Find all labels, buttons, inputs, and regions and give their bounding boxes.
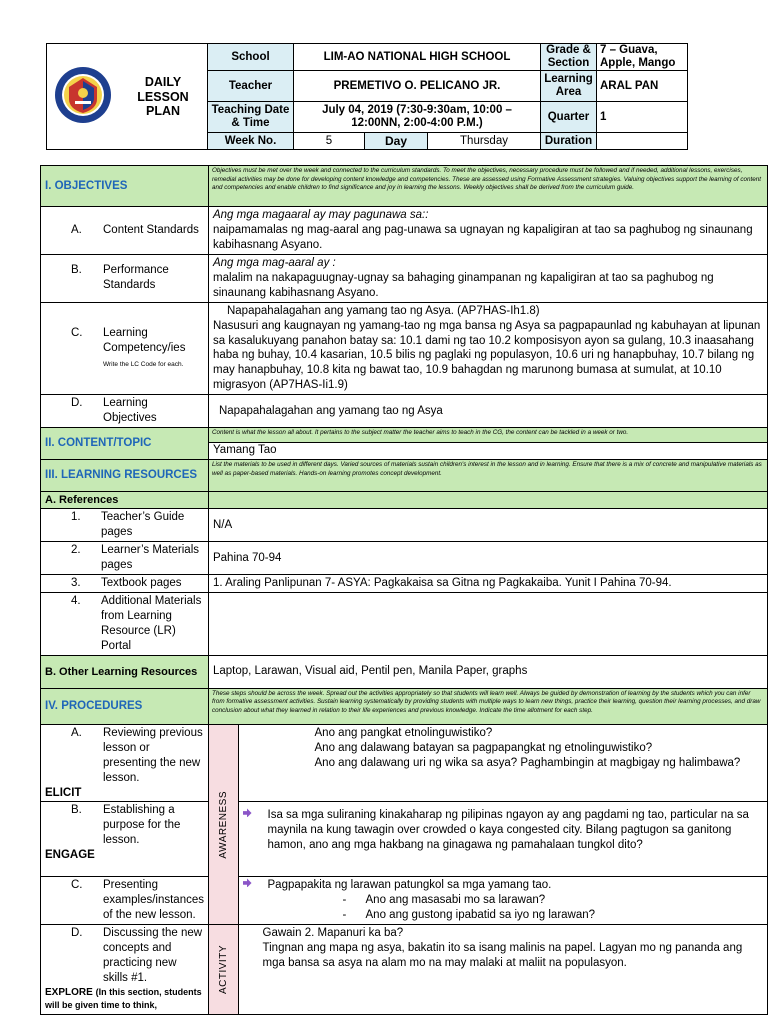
learning-objectives-value: Napapahalagahan ang yamang tao ng Asya — [208, 395, 767, 428]
objectives-heading: I. OBJECTIVES — [41, 166, 209, 207]
week-label: Week No. — [208, 133, 294, 150]
procedures-heading: IV. PROCEDURES — [41, 688, 209, 724]
teacher-guide-label: 1. Teacher’s Guide pages — [41, 509, 209, 542]
competency-label: C. Learning Competency/ies Write the LC Code for each. — [41, 302, 209, 395]
procedure-d-value: Gawain 2. Mapanuri ka ba? Tingnan ang mapa ng asya, bakatin ito sa isang malinis na papel. Lagyan mo ng pananda ang mga bansa sa asya na alam mo na may malaki at maliit na populasyon. — [238, 925, 767, 1015]
objectives-note: Objectives must be met over the week and connected to the curriculum standards. To meet the objectives, necessary procedure must be followed and if needed, additional lessons, exercises, remedial activities may be done for developing content knowledge and competencies. These are assessed using Formative Assessment strategies. Valuing objectives support the learning of content and competencies and enable children to find significance and joy in learning the lessons. Weekly objectives shall be derived from the curriculum guide. — [208, 166, 767, 207]
week-value: 5 — [325, 134, 333, 147]
content-standards-value: Ang mga magaaral ay may pagunawa sa:: naipamamalas ng mag-aaral ang pag-unawa sa ugnayan ng kapaligiran at tao sa paghubog ng sinaunang kabihasnang Asyano. — [208, 207, 767, 255]
procedure-a-label: A. Reviewing previous lesson or presenting the new lesson. ELICIT — [41, 724, 209, 802]
engage-tag: ENGAGE — [45, 849, 95, 862]
lesson-table — [40, 165, 768, 1015]
teacher-value: PREMETIVO O. PELICANO JR. — [294, 71, 541, 102]
teacher-guide-value: N/A — [208, 509, 767, 542]
content-heading: II. CONTENT/TOPIC — [41, 428, 209, 460]
resources-note: List the materials to be used in different days. Varied sources of materials sustain children's interest in the lesson and in learning. Ensure that there is a mix of concrete and manipulative materials as well as paper-based materials. Hands-on learning promotes concept development. — [208, 460, 767, 492]
school-value: LIM-AO NATIONAL HIGH SCHOOL — [294, 44, 541, 71]
header-table — [46, 43, 688, 150]
performance-standards-label: B. Performance Standards — [41, 254, 209, 302]
deped-seal-icon — [53, 65, 113, 125]
procedure-a-value: Ano ang pangkat etnolinguwistiko? Ano ang dalawang batayan sa pagpapangkat ng etnolinguwistiko? Ano ang dalawang uri ng wika sa asya? Paghambingin at magbigay ng halimbawa? — [238, 724, 767, 802]
arrow-bullet-icon — [243, 808, 252, 817]
additional-materials-label: 4. Additional Materials from Learning Resource (LR) Portal — [41, 593, 209, 656]
procedure-b-value: Isa sa mga suliraning kinakaharap ng pilipinas ngayon ay ang pagdami ng tao, particular na sa maynila na kung tawagin over crowded o kaya congested city. Bilang pagtugon sa ganitong hamon, ano ang mga hakbang na ginagawa ng pamahalaan tungkol dito? — [238, 802, 767, 877]
content-standards-label: A. Content Standards — [41, 207, 209, 255]
explore-tag: EXPLORE — [45, 987, 93, 999]
textbook-value: 1. Araling Panlipunan 7- ASYA: Pagkakaisa sa Gitna ng Pagkakaiba. Yunit I Pahina 70-94. — [208, 575, 767, 593]
quarter-value: 1 — [597, 102, 688, 133]
learner-materials-label: 2. Learner’s Materials pages — [41, 542, 209, 575]
learning-objectives-label: D. Learning Objectives — [41, 395, 209, 428]
additional-materials-value — [208, 593, 767, 656]
week-day-cell — [294, 133, 541, 150]
resources-heading: III. LEARNING RESOURCES — [41, 460, 209, 492]
day-value: Thursday — [460, 134, 508, 147]
competency-value: Napapahalagahan ang yamang tao ng Asya. (AP7HAS-Ih1.8) Nasusuri ang kaugnayan ng yamang-tao ng mga bansa ng Asya sa pagpapaunlad ng kabuhayan at lipunan sa kasalukuyang panahon batay sa: 10.1 dami ng tao 10.2 komposisyon ayon sa gulang, 10.3 inaasahang haba ng buhay, 10.4 kasarian, 10.5 bilis ng paglaki ng populasyon, 10.6 uri ng hanapbuhay, 10.7 bilang ng may hanapbuhay, 10.8 kita ng bawat tao, 10.9 bahagdan ng marunong bumasa at sumulat, at 10.10 migrasyon (AP7HAS-Ii1.9) — [208, 302, 767, 395]
procedure-b-label: B. Establishing a purpose for the lesson. ENGAGE — [41, 802, 209, 877]
duration-label: Duration — [541, 133, 597, 150]
content-value: Yamang Tao — [208, 443, 767, 460]
teacher-label: Teacher — [208, 71, 294, 102]
references-heading: A. References — [41, 492, 209, 509]
day-label: Day — [365, 133, 428, 149]
arrow-bullet-icon — [243, 878, 252, 887]
procedure-c-label: C. Presenting examples/instances of the new lesson. — [41, 877, 209, 925]
duration-value — [597, 133, 688, 150]
date-value: July 04, 2019 (7:30-9:30am, 10:00 – 12:00NN, 2:00-4:00 P.M.) — [294, 102, 541, 133]
learner-materials-value: Pahina 70-94 — [208, 542, 767, 575]
awareness-band: AWARENESS — [208, 724, 238, 925]
area-value: ARAL PAN — [597, 71, 688, 102]
school-label: School — [208, 44, 294, 71]
procedure-c-value: Pagpapakita ng larawan patungkol sa mga yamang tao. - Ano ang masasabi mo sa larawan? - Ano ang gustong ipabatid sa iyo ng larawan? — [238, 877, 767, 925]
plan-title: DAILY LESSON PLAN — [119, 44, 208, 150]
grade-label: Grade & Section — [541, 44, 597, 71]
content-note: Content is what the lesson all about. It pertains to the subject matter the teacher aims to teach in the CG, the content can be tackled in a week or two. — [208, 428, 767, 443]
other-resources-value: Laptop, Larawan, Visual aid, Pentil pen, Manila Paper, graphs — [208, 655, 767, 688]
references-spacer — [208, 492, 767, 509]
textbook-label: 3. Textbook pages — [41, 575, 209, 593]
procedures-note: These steps should be across the week. Spread out the activities appropriately so that students will learn well. Always be guided by demonstration of learning by the students which you can infer from formative assessment activities. Sustain learning systematically by providing students with multiple ways to learn new things, practice their learning, question their learning processes, and draw conclusion about what they learned in relation to their life experiences and previous knowledge. Indicate the time allotment for each step. — [208, 688, 767, 724]
deped-seal — [47, 44, 120, 150]
quarter-label: Quarter — [541, 102, 597, 133]
activity-band: ACTIVITY — [208, 925, 238, 1015]
grade-value: 7 – Guava, Apple, Mango — [597, 44, 688, 71]
procedure-d-label: D. Discussing the new concepts and practicing new skills #1. EXPLORE (In this section, students will be given time to think, — [41, 925, 209, 1015]
date-label: Teaching Date & Time — [208, 102, 294, 133]
area-label: Learning Area — [541, 71, 597, 102]
elicit-tag: ELICIT — [45, 786, 82, 799]
other-resources-heading: B. Other Learning Resources — [41, 655, 209, 688]
performance-standards-value: Ang mga mag-aaral ay : malalim na nakapaguugnay-ugnay sa bahaging ginampanan ng kapaligiran at tao sa paghubog ng sinaunang kabihasnang Asyano. — [208, 254, 767, 302]
